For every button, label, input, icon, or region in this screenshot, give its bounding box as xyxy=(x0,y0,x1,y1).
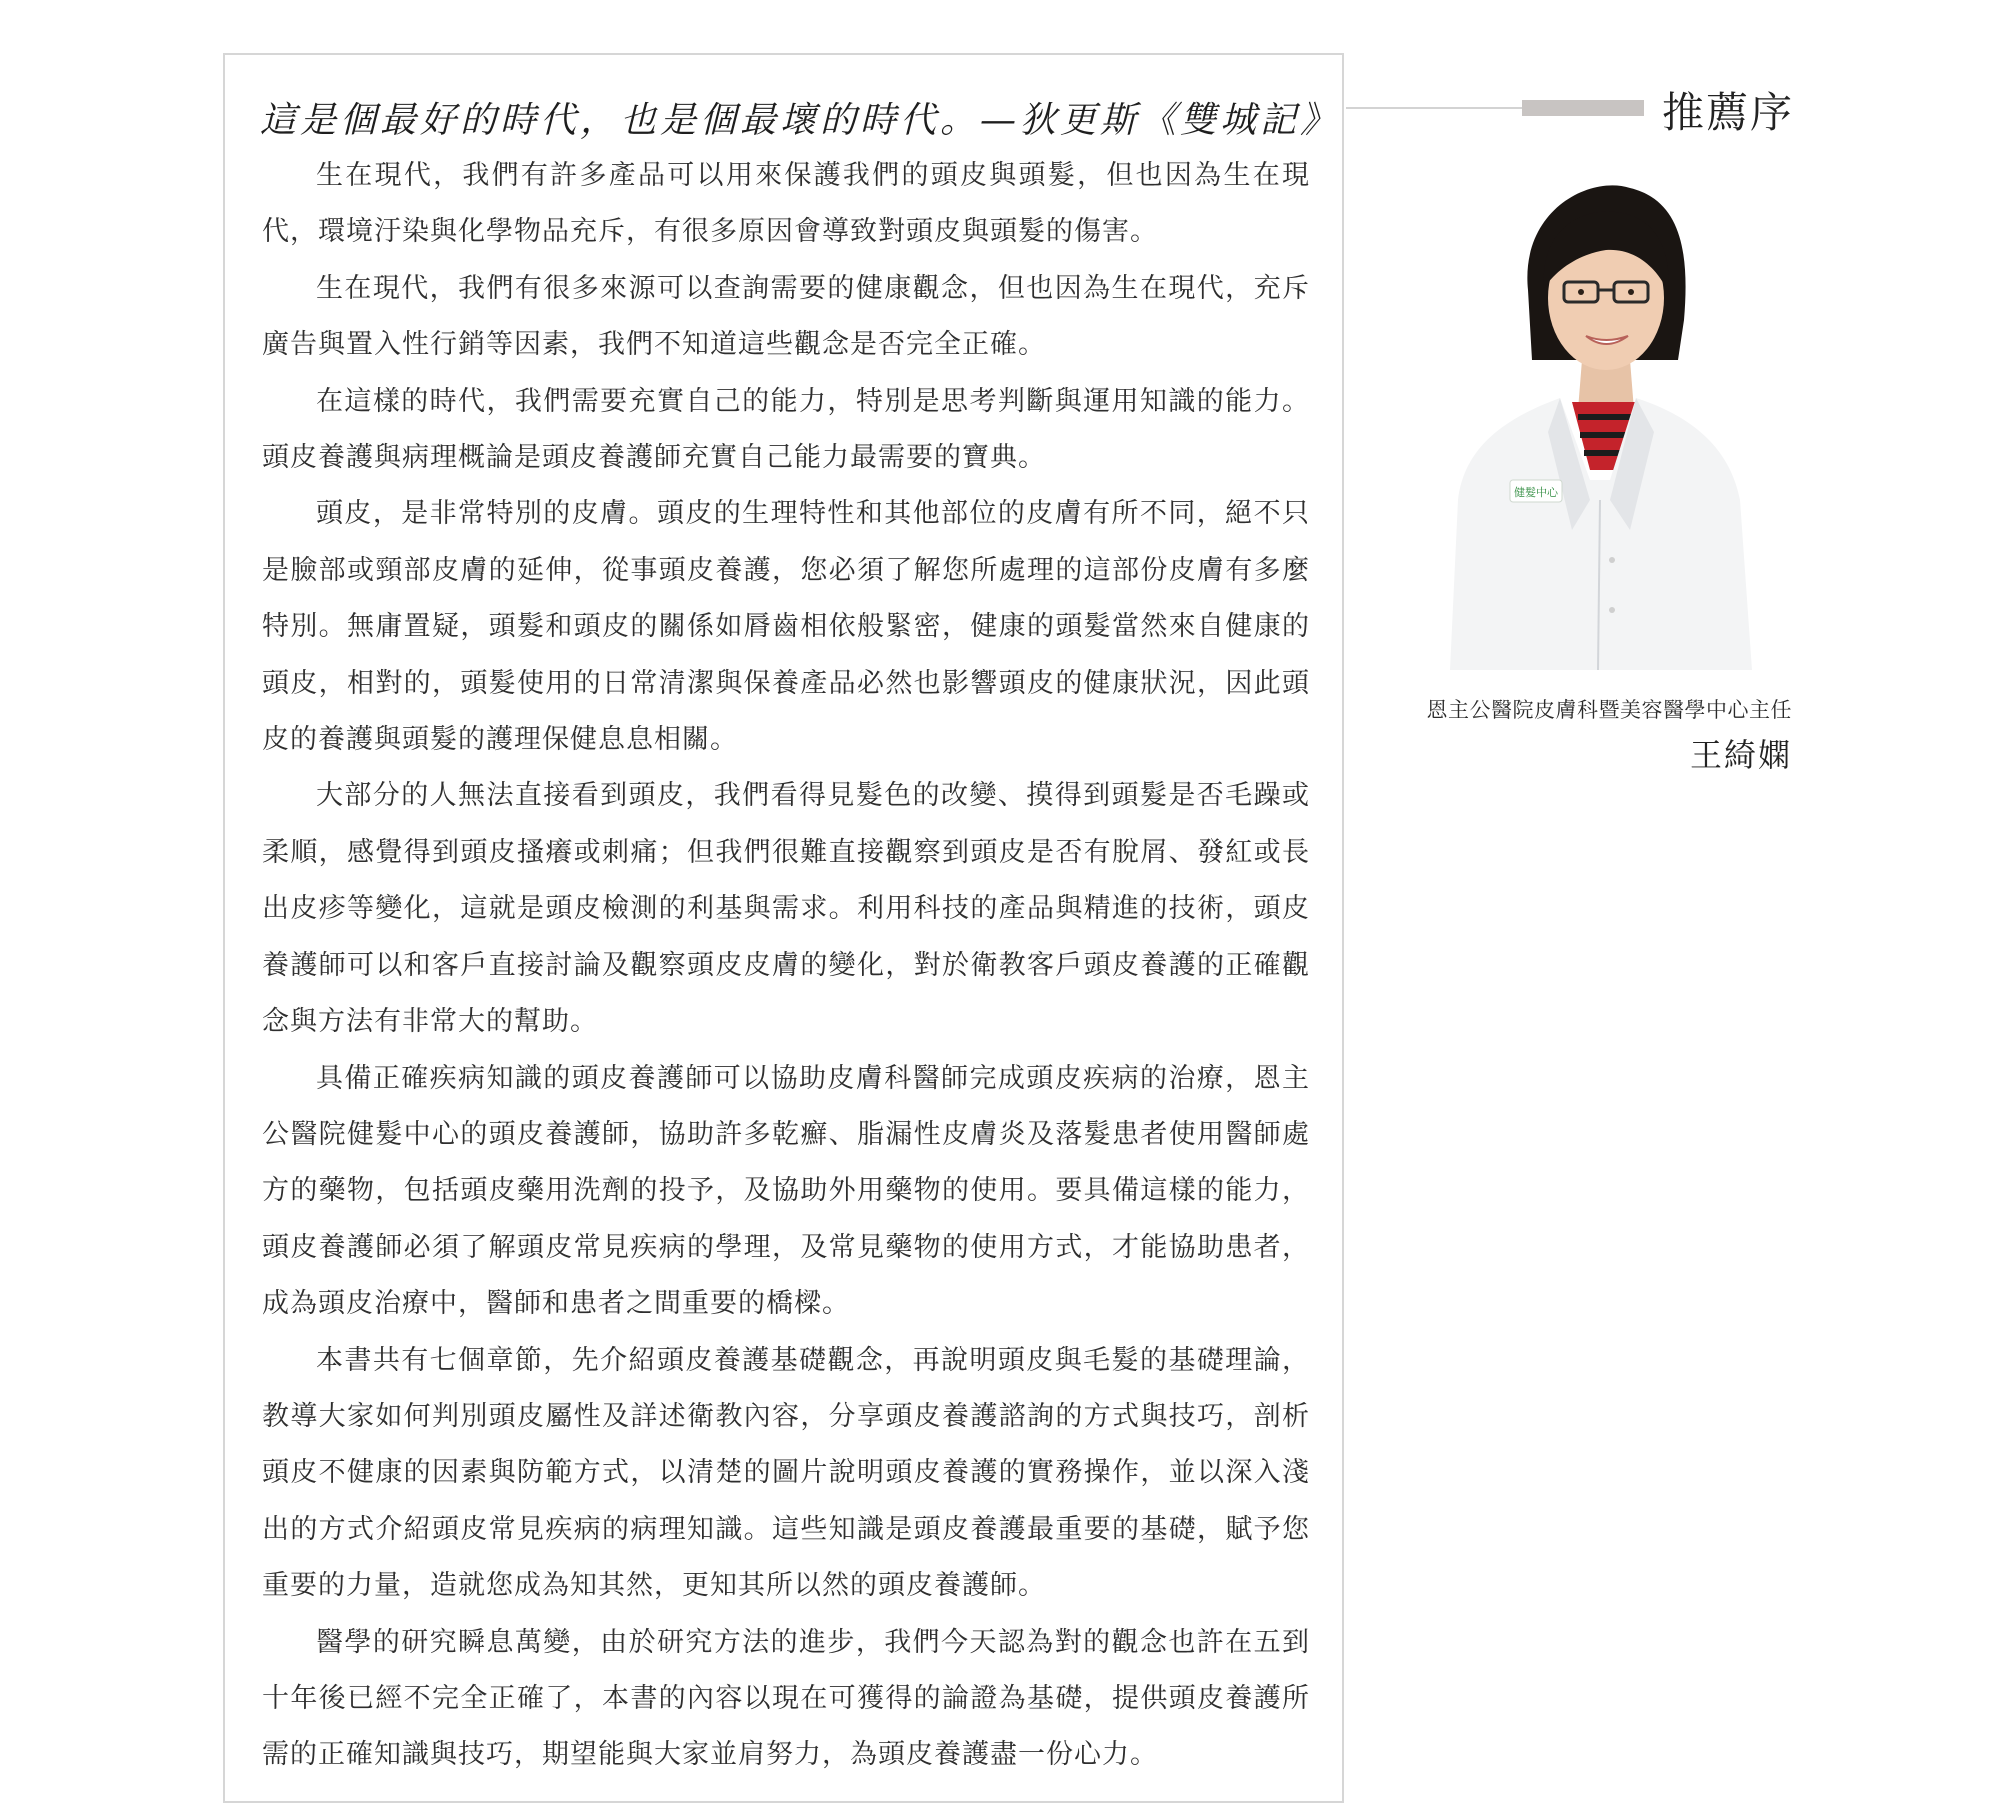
header-accent-bar xyxy=(1522,100,1644,116)
epigraph-quote: 這是個最好的時代，也是個最壞的時代。—狄更斯《雙城記》 xyxy=(260,100,1341,141)
paragraph: 本書共有七個章節，先介紹頭皮養護基礎觀念，再說明頭皮與毛髮的基礎理論，教導大家如何判別頭皮屬性及詳述衛教內容，分享頭皮養護諮詢的方式與技巧，剖析頭皮不健康的因素與防範方式，以清楚的圖片說明頭皮養護的實務操作，並以深入淺出的方式介紹頭皮常見疾病的病理知識。這些知識是頭皮養護最重要的基礎，賦予您重要的力量，造就您成為知其然，更知其所以然的頭皮養護師。 xyxy=(262,1344,1310,1602)
coat-badge-text: 健髮中心 xyxy=(1514,486,1558,499)
author-title: 恩主公醫院皮膚科暨美容醫學中心主任 xyxy=(1426,698,1792,722)
paragraph: 生在現代，我們有許多產品可以用來保護我們的頭皮與頭髮，但也因為生在現代，環境汙染與化學物品充斥，有很多原因會導致對頭皮與頭髮的傷害。 xyxy=(262,160,1310,248)
section-title: 推薦序 xyxy=(1662,88,1795,137)
paragraph: 大部分的人無法直接看到頭皮，我們看得見髮色的改變、摸得到頭髮是否毛躁或柔順，感覺得到頭皮搔癢或刺痛；但我們很難直接觀察到頭皮是否有脫屑、發紅或長出皮疹等變化，這就是頭皮檢測的利基與需求。利用科技的產品與精進的技術，頭皮養護師可以和客戶直接討論及觀察頭皮皮膚的變化，對於衛教客戶頭皮養護的正確觀念與方法有非常大的幫助。 xyxy=(262,780,1310,1038)
preface-body xyxy=(262,148,1310,1784)
paragraph: 在這樣的時代，我們需要充實自己的能力，特別是思考判斷與運用知識的能力。頭皮養護與病理概論是頭皮養護師充實自己能力最需要的寶典。 xyxy=(262,385,1310,474)
header-rule-line xyxy=(1346,107,1522,109)
paragraph: 具備正確疾病知識的頭皮養護師可以協助皮膚科醫師完成頭皮疾病的治療，恩主公醫院健髮中心的頭皮養護師，協助許多乾癬、脂漏性皮膚炎及落髮患者使用醫師處方的藥物，包括頭皮藥用洗劑的投予，及協助外用藥物的使用。要具備這樣的能力，頭皮養護師必須了解頭皮常見疾病的學理，及常見藥物的使用方式，才能協助患者，成為頭皮治療中，醫師和患者之間重要的橋樑。 xyxy=(262,1062,1310,1320)
author-portrait xyxy=(1440,170,1760,670)
paragraph: 醫學的研究瞬息萬變，由於研究方法的進步，我們今天認為對的觀念也許在五到十年後已經不完全正確了，本書的內容以現在可獲得的論證為基礎，提供頭皮養護所需的正確知識與技巧，期望能與大家並肩努力，為頭皮養護盡一份心力。 xyxy=(262,1626,1310,1771)
author-name: 王綺嫻 xyxy=(1689,736,1792,774)
paragraph: 生在現代，我們有很多來源可以查詢需要的健康觀念，但也因為生在現代，充斥廣告與置入性行銷等因素，我們不知道這些觀念是否完全正確。 xyxy=(262,272,1310,361)
paragraph: 頭皮，是非常特別的皮膚。頭皮的生理特性和其他部位的皮膚有所不同，絕不只是臉部或頸部皮膚的延伸，從事頭皮養護，您必須了解您所處理的這部份皮膚有多麼特別。無庸置疑，頭髮和頭皮的關係如脣齒相依般緊密，健康的頭髮當然來自健康的頭皮，相對的，頭髮使用的日常清潔與保養產品必然也影響頭皮的健康狀況，因此頭皮的養護與頭髮的護理保健息息相關。 xyxy=(262,498,1310,756)
